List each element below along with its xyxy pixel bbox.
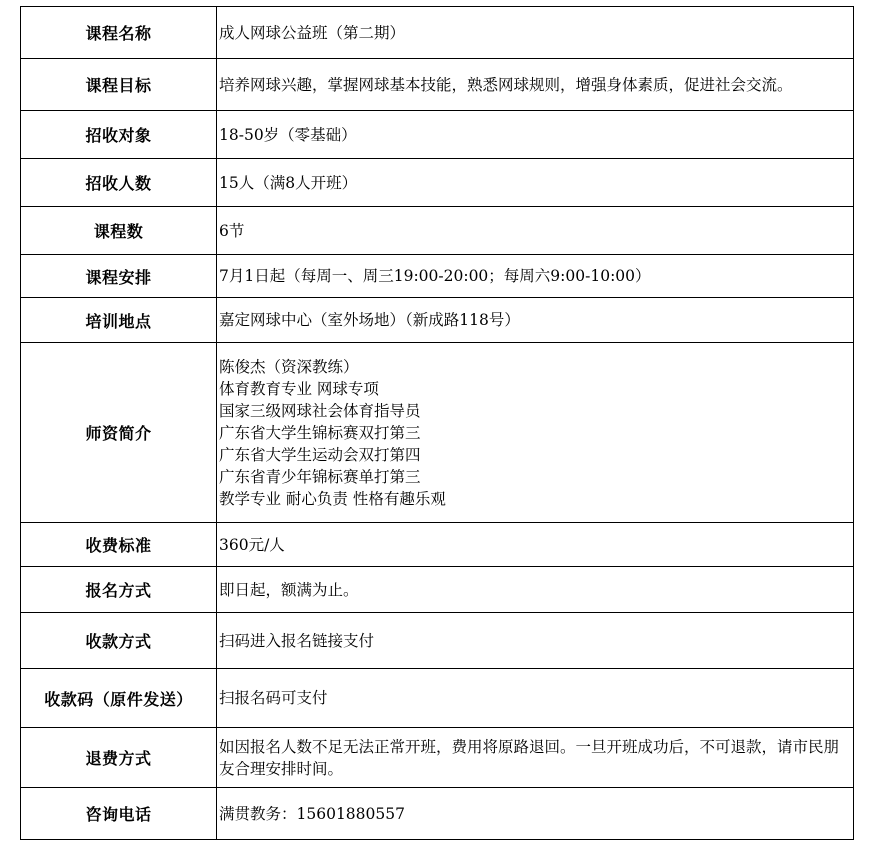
row-label: 收款方式 — [21, 613, 217, 669]
row-value: 如因报名人数不足无法正常开班，费用将原路退回。一旦开班成功后，不可退款，请市民朋友合理安排时间。 — [217, 728, 854, 788]
coach-intro — [217, 343, 854, 523]
row-value: 扫报名码可支付 — [217, 669, 854, 728]
row-value: 即日起，额满为止。 — [217, 567, 854, 613]
row-value: 扫码进入报名链接支付 — [217, 613, 854, 669]
row-label: 招收对象 — [21, 111, 217, 159]
coach-line: 体育教育专业 网球专项 — [219, 379, 379, 398]
row-label: 课程名称 — [21, 7, 217, 59]
row-value: 18-50岁（零基础） — [217, 111, 854, 159]
row-value: 7月1日起（每周一、周三19:00-20:00；每周六9:00-10:00） — [217, 255, 854, 298]
row-label: 收款码（原件发送） — [21, 669, 217, 728]
table-row — [21, 159, 854, 207]
table-row — [21, 788, 854, 840]
row-label: 退费方式 — [21, 728, 217, 788]
row-label: 培训地点 — [21, 298, 217, 343]
table-row — [21, 669, 854, 728]
row-value: 成人网球公益班（第二期） — [217, 7, 854, 59]
row-label: 课程目标 — [21, 59, 217, 111]
table-row — [21, 728, 854, 788]
row-label: 咨询电话 — [21, 788, 217, 840]
row-value: 6节 — [217, 207, 854, 255]
coach-line: 陈俊杰（资深教练） — [219, 357, 359, 376]
table-row — [21, 567, 854, 613]
row-label: 师资简介 — [21, 343, 217, 523]
coach-line: 广东省大学生锦标赛双打第三 — [219, 423, 421, 442]
coach-line: 国家三级网球社会体育指导员 — [219, 401, 421, 420]
row-label: 招收人数 — [21, 159, 217, 207]
table-row — [21, 7, 854, 59]
course-info-table — [20, 6, 854, 840]
row-label: 课程数 — [21, 207, 217, 255]
row-value: 培养网球兴趣，掌握网球基本技能，熟悉网球规则，增强身体素质，促进社会交流。 — [217, 59, 854, 111]
coach-line: 广东省大学生运动会双打第四 — [219, 445, 421, 464]
table-row — [21, 207, 854, 255]
table-row — [21, 255, 854, 298]
table-row — [21, 298, 854, 343]
table-row — [21, 523, 854, 567]
coach-line: 教学专业 耐心负责 性格有趣乐观 — [219, 489, 446, 508]
row-value: 15人（满8人开班） — [217, 159, 854, 207]
table-row — [21, 613, 854, 669]
coach-line: 广东省青少年锦标赛单打第三 — [219, 467, 421, 486]
row-label: 收费标准 — [21, 523, 217, 567]
table-row — [21, 111, 854, 159]
row-value: 满贯教务：15601880557 — [217, 788, 854, 840]
row-label: 报名方式 — [21, 567, 217, 613]
row-value: 360元/人 — [217, 523, 854, 567]
row-label: 课程安排 — [21, 255, 217, 298]
table-row — [21, 343, 854, 523]
table-row — [21, 59, 854, 111]
row-value: 嘉定网球中心（室外场地）（新成路118号） — [217, 298, 854, 343]
